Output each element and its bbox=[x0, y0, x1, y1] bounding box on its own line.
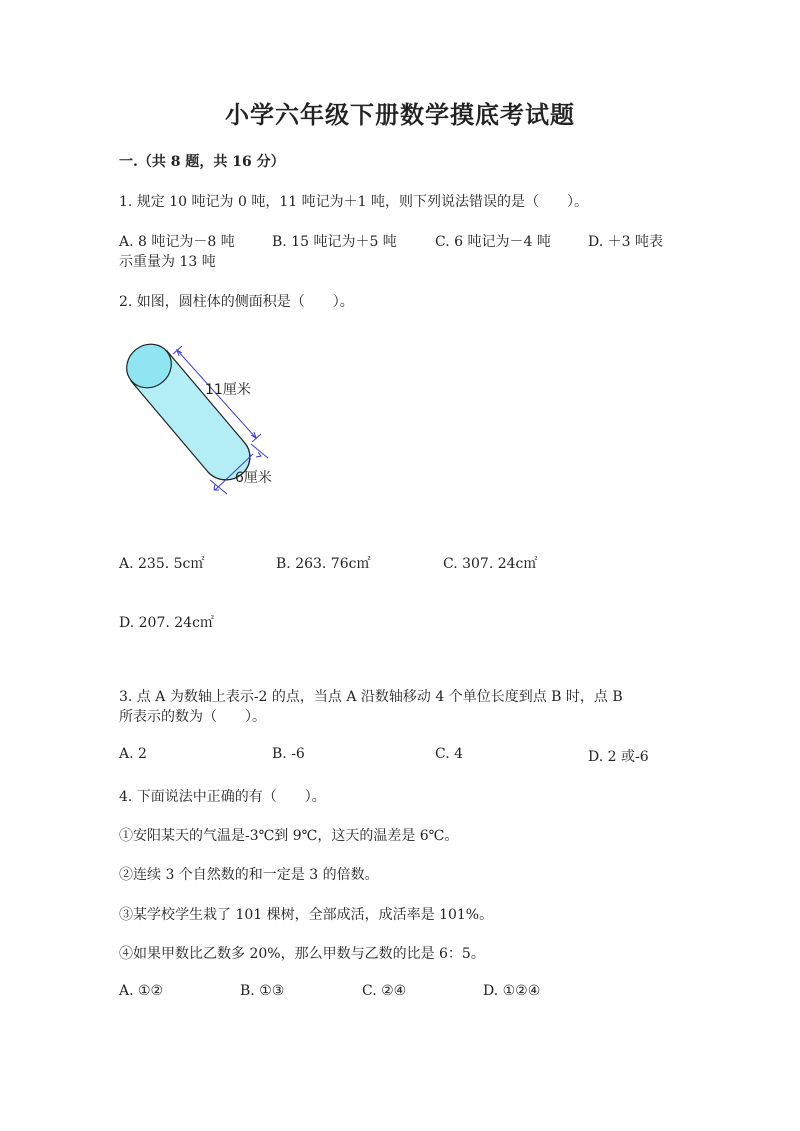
question-3-stem-line1: 3. 点 A 为数轴上表示-2 的点，当点 A 沿数轴移动 4 个单位长度到点 B 时，点 B bbox=[119, 689, 623, 705]
section-heading: 一.（共 8 题，共 16 分） bbox=[119, 154, 285, 170]
cylinder-icon bbox=[118, 340, 250, 480]
q4-option-d[interactable]: D. ①②④ bbox=[483, 983, 541, 999]
q4-statement-1: ①安阳某天的气温是-3℃到 9℃，这天的温差是 6℃。 bbox=[119, 828, 459, 844]
q1-option-d[interactable]: D. ＋3 吨表 bbox=[588, 234, 663, 250]
q4-option-b[interactable]: B. ①③ bbox=[240, 983, 285, 999]
page-title: 小学六年级下册数学摸底考试题 bbox=[225, 100, 575, 129]
q1-option-a[interactable]: A. 8 吨记为－8 吨 bbox=[119, 234, 235, 250]
question-3-stem-line2: 所表示的数为（ ）。 bbox=[119, 709, 266, 725]
q4-option-a[interactable]: A. ①② bbox=[119, 983, 164, 999]
q1-option-c[interactable]: C. 6 吨记为－4 吨 bbox=[435, 234, 551, 250]
q4-statement-4: ④如果甲数比乙数多 20%，那么甲数与乙数的比是 6：5。 bbox=[119, 946, 485, 962]
length-label: 11厘米 bbox=[205, 382, 251, 398]
question-2-stem: 2. 如图，圆柱体的侧面积是（ ）。 bbox=[119, 294, 354, 310]
question-4-stem: 4. 下面说法中正确的有（ ）。 bbox=[119, 789, 326, 805]
q2-option-a[interactable]: A. 235. 5c㎡ bbox=[119, 556, 205, 572]
q4-statement-2: ②连续 3 个自然数的和一定是 3 的倍数。 bbox=[119, 867, 379, 883]
q2-option-d[interactable]: D. 207. 24c㎡ bbox=[119, 615, 214, 631]
cylinder-figure bbox=[118, 340, 298, 510]
q4-statement-3: ③某学校学生栽了 101 棵树，全部成活，成活率是 101%。 bbox=[119, 907, 494, 923]
q1-option-b[interactable]: B. 15 吨记为＋5 吨 bbox=[272, 234, 397, 250]
q3-option-d[interactable]: D. 2 或-6 bbox=[588, 749, 649, 765]
q2-option-c[interactable]: C. 307. 24c㎡ bbox=[443, 556, 538, 572]
question-1-stem: 1. 规定 10 吨记为 0 吨，11 吨记为＋1 吨，则下列说法错误的是（ ）。 bbox=[119, 194, 588, 210]
diameter-label: 6厘米 bbox=[235, 470, 272, 486]
q1-option-d-continuation: 示重量为 13 吨 bbox=[119, 254, 216, 270]
q2-option-b[interactable]: B. 263. 76c㎡ bbox=[276, 556, 371, 572]
q3-option-c[interactable]: C. 4 bbox=[435, 746, 464, 762]
q4-option-c[interactable]: C. ②④ bbox=[362, 983, 407, 999]
q3-option-b[interactable]: B. -6 bbox=[272, 746, 305, 762]
q3-option-a[interactable]: A. 2 bbox=[119, 746, 147, 762]
